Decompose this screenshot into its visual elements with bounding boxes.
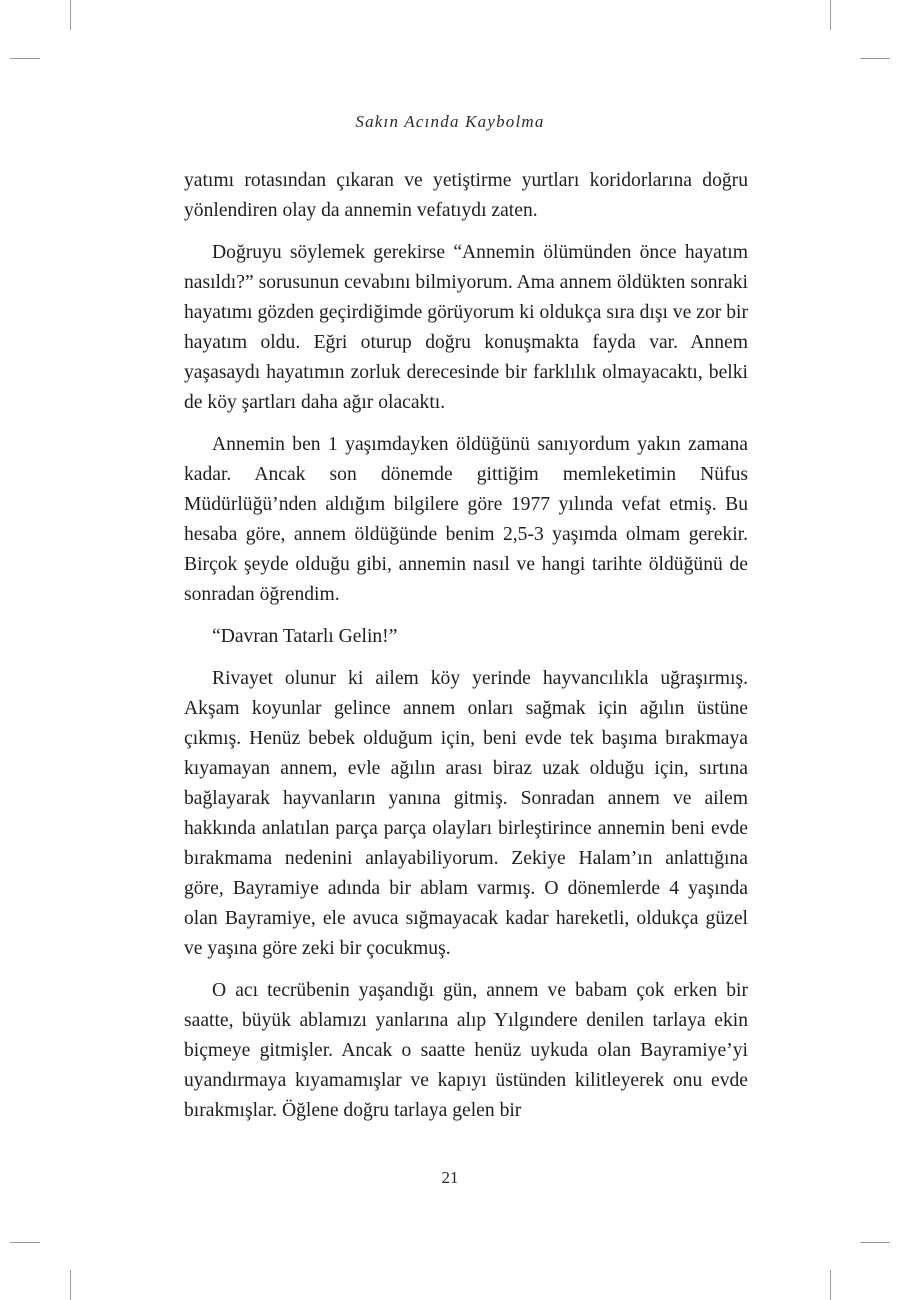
paragraph: Doğruyu söylemek gerekirse “Annemin ölümünden önce hayatım nasıldı?” sorusunun cevabını bilmiyorum. Ama annem öldükten sonraki hayatımı gözden geçirdiğimde görüyorum ki oldukça sıra dışı ve zor bir hayatım oldu. Eğri oturup doğru konuşmakta fayda var. Annem yaşasaydı hayatımın zorluk derecesinde bir farklılık olmayacaktı, belki de köy şartları daha ağır olacaktı. (184, 242, 748, 413)
crop-mark-bottom-right (830, 1270, 831, 1300)
body-text (184, 166, 748, 1138)
crop-mark-bottom-left (70, 1270, 71, 1300)
paragraph: yatımı rotasından çıkaran ve yetiştirme yurtları koridorlarına doğru yönlendiren olay da annemin vefatıydı zaten. (184, 170, 748, 221)
paragraph: Rivayet olunur ki ailem köy yerinde hayvancılıkla uğraşırmış. Akşam koyunlar gelince annem onları sağmak için ağılın üstüne çıkmış. Henüz bebek olduğum için, beni evde tek başıma bırakmaya kıyamayan annem, evle ağılın arası biraz uzak olduğu için, sırtına bağlayarak hayvanların yanına gitmiş. Sonradan annem ve ailem hakkında anlatılan parça parça olayları birleştirince annemin beni evde bırakmama nedenini anlayabiliyorum. Zekiye Halam’ın anlattığına göre, Bayramiye adında bir ablam varmış. O dönemlerde 4 yaşında olan Bayramiye, ele avuca sığmayacak kadar hareketli, oldukça güzel ve yaşına göre zeki bir çocukmuş. (184, 668, 748, 959)
crop-mark-right-upper (860, 58, 890, 59)
crop-mark-top-right (830, 0, 831, 30)
running-header: Sakın Acında Kaybolma (355, 112, 545, 131)
paragraph: “Davran Tatarlı Gelin!” (212, 626, 398, 647)
crop-mark-right-lower (860, 1242, 890, 1243)
page-number: 21 (441, 1168, 459, 1187)
crop-mark-top-left (70, 0, 71, 30)
crop-mark-left-lower (10, 1242, 40, 1243)
paragraph: O acı tecrübenin yaşandığı gün, annem ve babam çok erken bir saatte, büyük ablamızı yanlarına alıp Yılgındere denilen tarlaya ekin biçmeye gitmişler. Ancak o saatte henüz uykuda olan Bayramiye’yi uyandırmaya kıyamamışlar ve kapıyı üstünden kilitleyerek onu evde bırakmışlar. Öğlene doğru tarlaya gelen bir (184, 980, 748, 1121)
crop-mark-left-upper (10, 58, 40, 59)
paragraph: Annemin ben 1 yaşımdayken öldüğünü sanıyordum yakın zamana kadar. Ancak son dönemde gittiğim memleketimin Nüfus Müdürlüğü’nden aldığım bilgilere göre 1977 yılında vefat etmiş. Bu hesaba göre, annem öldüğünde benim 2,5-3 yaşımda olmam gerekir. Birçok şeyde olduğu gibi, annemin nasıl ve hangi tarihte öldüğünü de sonradan öğrendim. (184, 434, 748, 605)
